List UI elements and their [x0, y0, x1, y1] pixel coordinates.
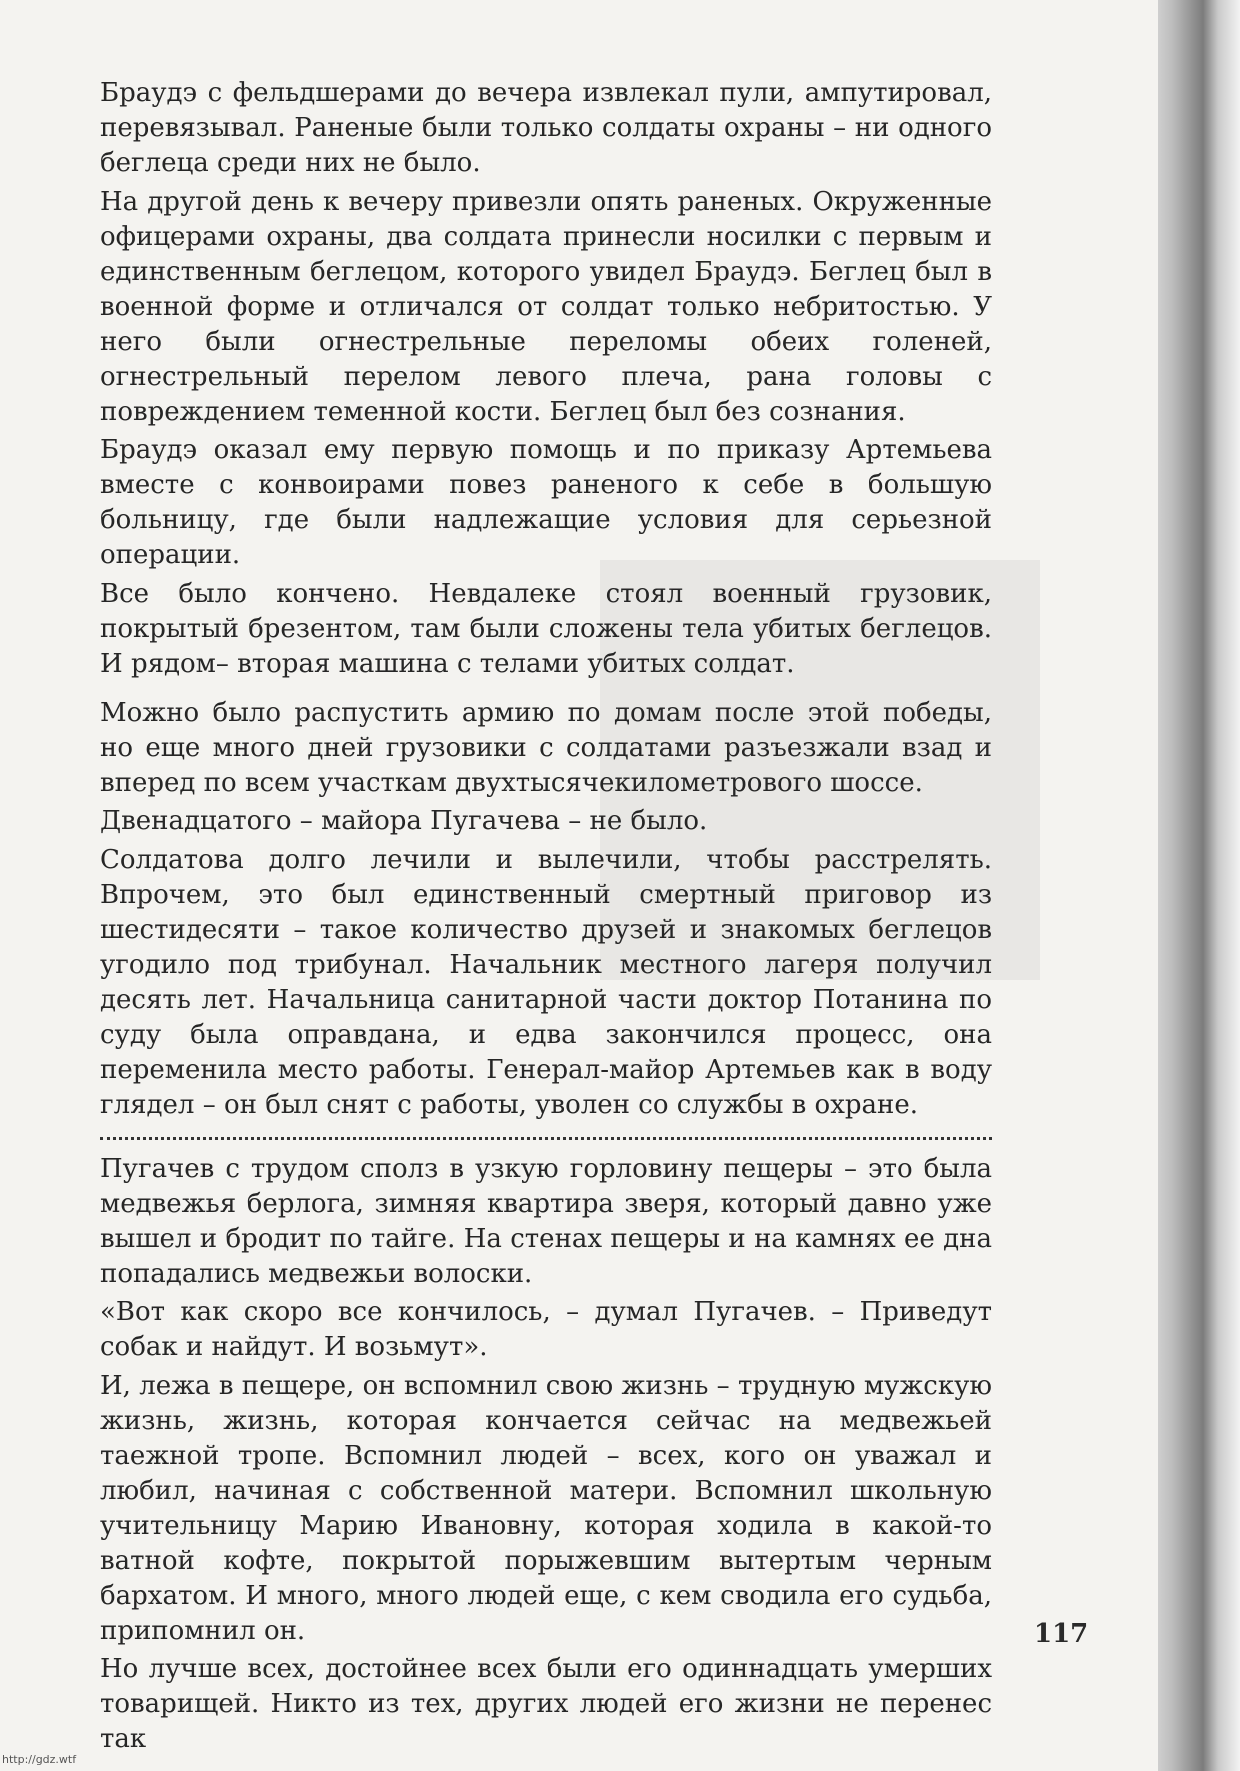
paragraph: Можно было распустить армию по домам после этой победы, но еще много дней грузовики с солдатами разъезжали взад и вперед по всем участкам двухтысячекилометрового шоссе. [100, 697, 992, 798]
paragraph: Двенадцатого – майора Пугачева – не было. [100, 806, 708, 836]
paragraph: Но лучше всех, достойнее всех были его одиннадцать умерших товарищей. Никто из тех, других людей его жизни не перенес так [100, 1654, 992, 1754]
section-divider [100, 1137, 992, 1140]
source-watermark: http://gdz.wtf [2, 1753, 77, 1766]
text-column [100, 76, 992, 1761]
paragraph: Браудэ с фельдшерами до вечера извлекал пули, ампутировал, перевязывал. Раненые были только солдаты охраны – ни одного беглеца среди них не было. [100, 78, 992, 178]
page-number: 117 [1034, 1619, 1089, 1649]
paragraph: На другой день к вечеру привезли опять раненых. Окруженные офицерами охраны, два солдата принесли носилки с первым и единственным беглецом, которого увидел Браудэ. Беглец был в военной форме и отличался от солдат только небритостью. У него были огнестрельные переломы обеих голеней, огнестрельный перелом левого плеча, рана головы с повреждением теменной кости. Беглец был без сознания. [100, 186, 992, 427]
paragraph: Все было кончено. Невдалеке стоял военный грузовик, покрытый брезентом, там были сложены тела убитых беглецов. И рядом– вторая машина с телами убитых солдат. [100, 578, 992, 679]
paragraph: Солдатова долго лечили и вылечили, чтобы расстрелять. Впрочем, это был единственный смертный приговор из шестидесяти – такое количество друзей и знакомых беглецов угодило под трибунал. Начальник местного лагеря получил десять лет. Начальница санитарной части доктор Потанина по суду была оправдана, и едва закончился процесс, она переменила место работы. Генерал-майор Артемьев как в воду глядел – он был снят с работы, уволен со службы в охране. [100, 844, 992, 1120]
paragraph: Пугачев с трудом сполз в узкую горловину пещеры – это была медвежья берлога, зимняя квартира зверя, который давно уже вышел и бродит по тайге. На стенах пещеры и на камнях ее дна попадались медвежьи волоски. [100, 1153, 992, 1289]
book-spine-edge [1158, 0, 1240, 1771]
paragraph: «Вот как скоро все кончилось, – думал Пугачев. – Приведут собак и найдут. И возьмут». [100, 1297, 992, 1362]
paragraph: И, лежа в пещере, он вспомнил свою жизнь – трудную мужскую жизнь, жизнь, которая кончается сейчас на медвежьей таежной тропе. Вспомнил людей – всех, кого он уважал и любил, начиная с собственной матери. Вспомнил школьную учительницу Марию Ивановну, которая ходила в какой-то ватной кофте, покрытой порыжевшим вытертым черным бархатом. И много, много людей еще, с кем сводила его судьба, припомнил он. [100, 1370, 992, 1646]
paragraph: Браудэ оказал ему первую помощь и по приказу Артемьева вместе с конвоирами повез раненого к себе в большую больницу, где были надлежащие условия для серьезной операции. [100, 435, 992, 570]
